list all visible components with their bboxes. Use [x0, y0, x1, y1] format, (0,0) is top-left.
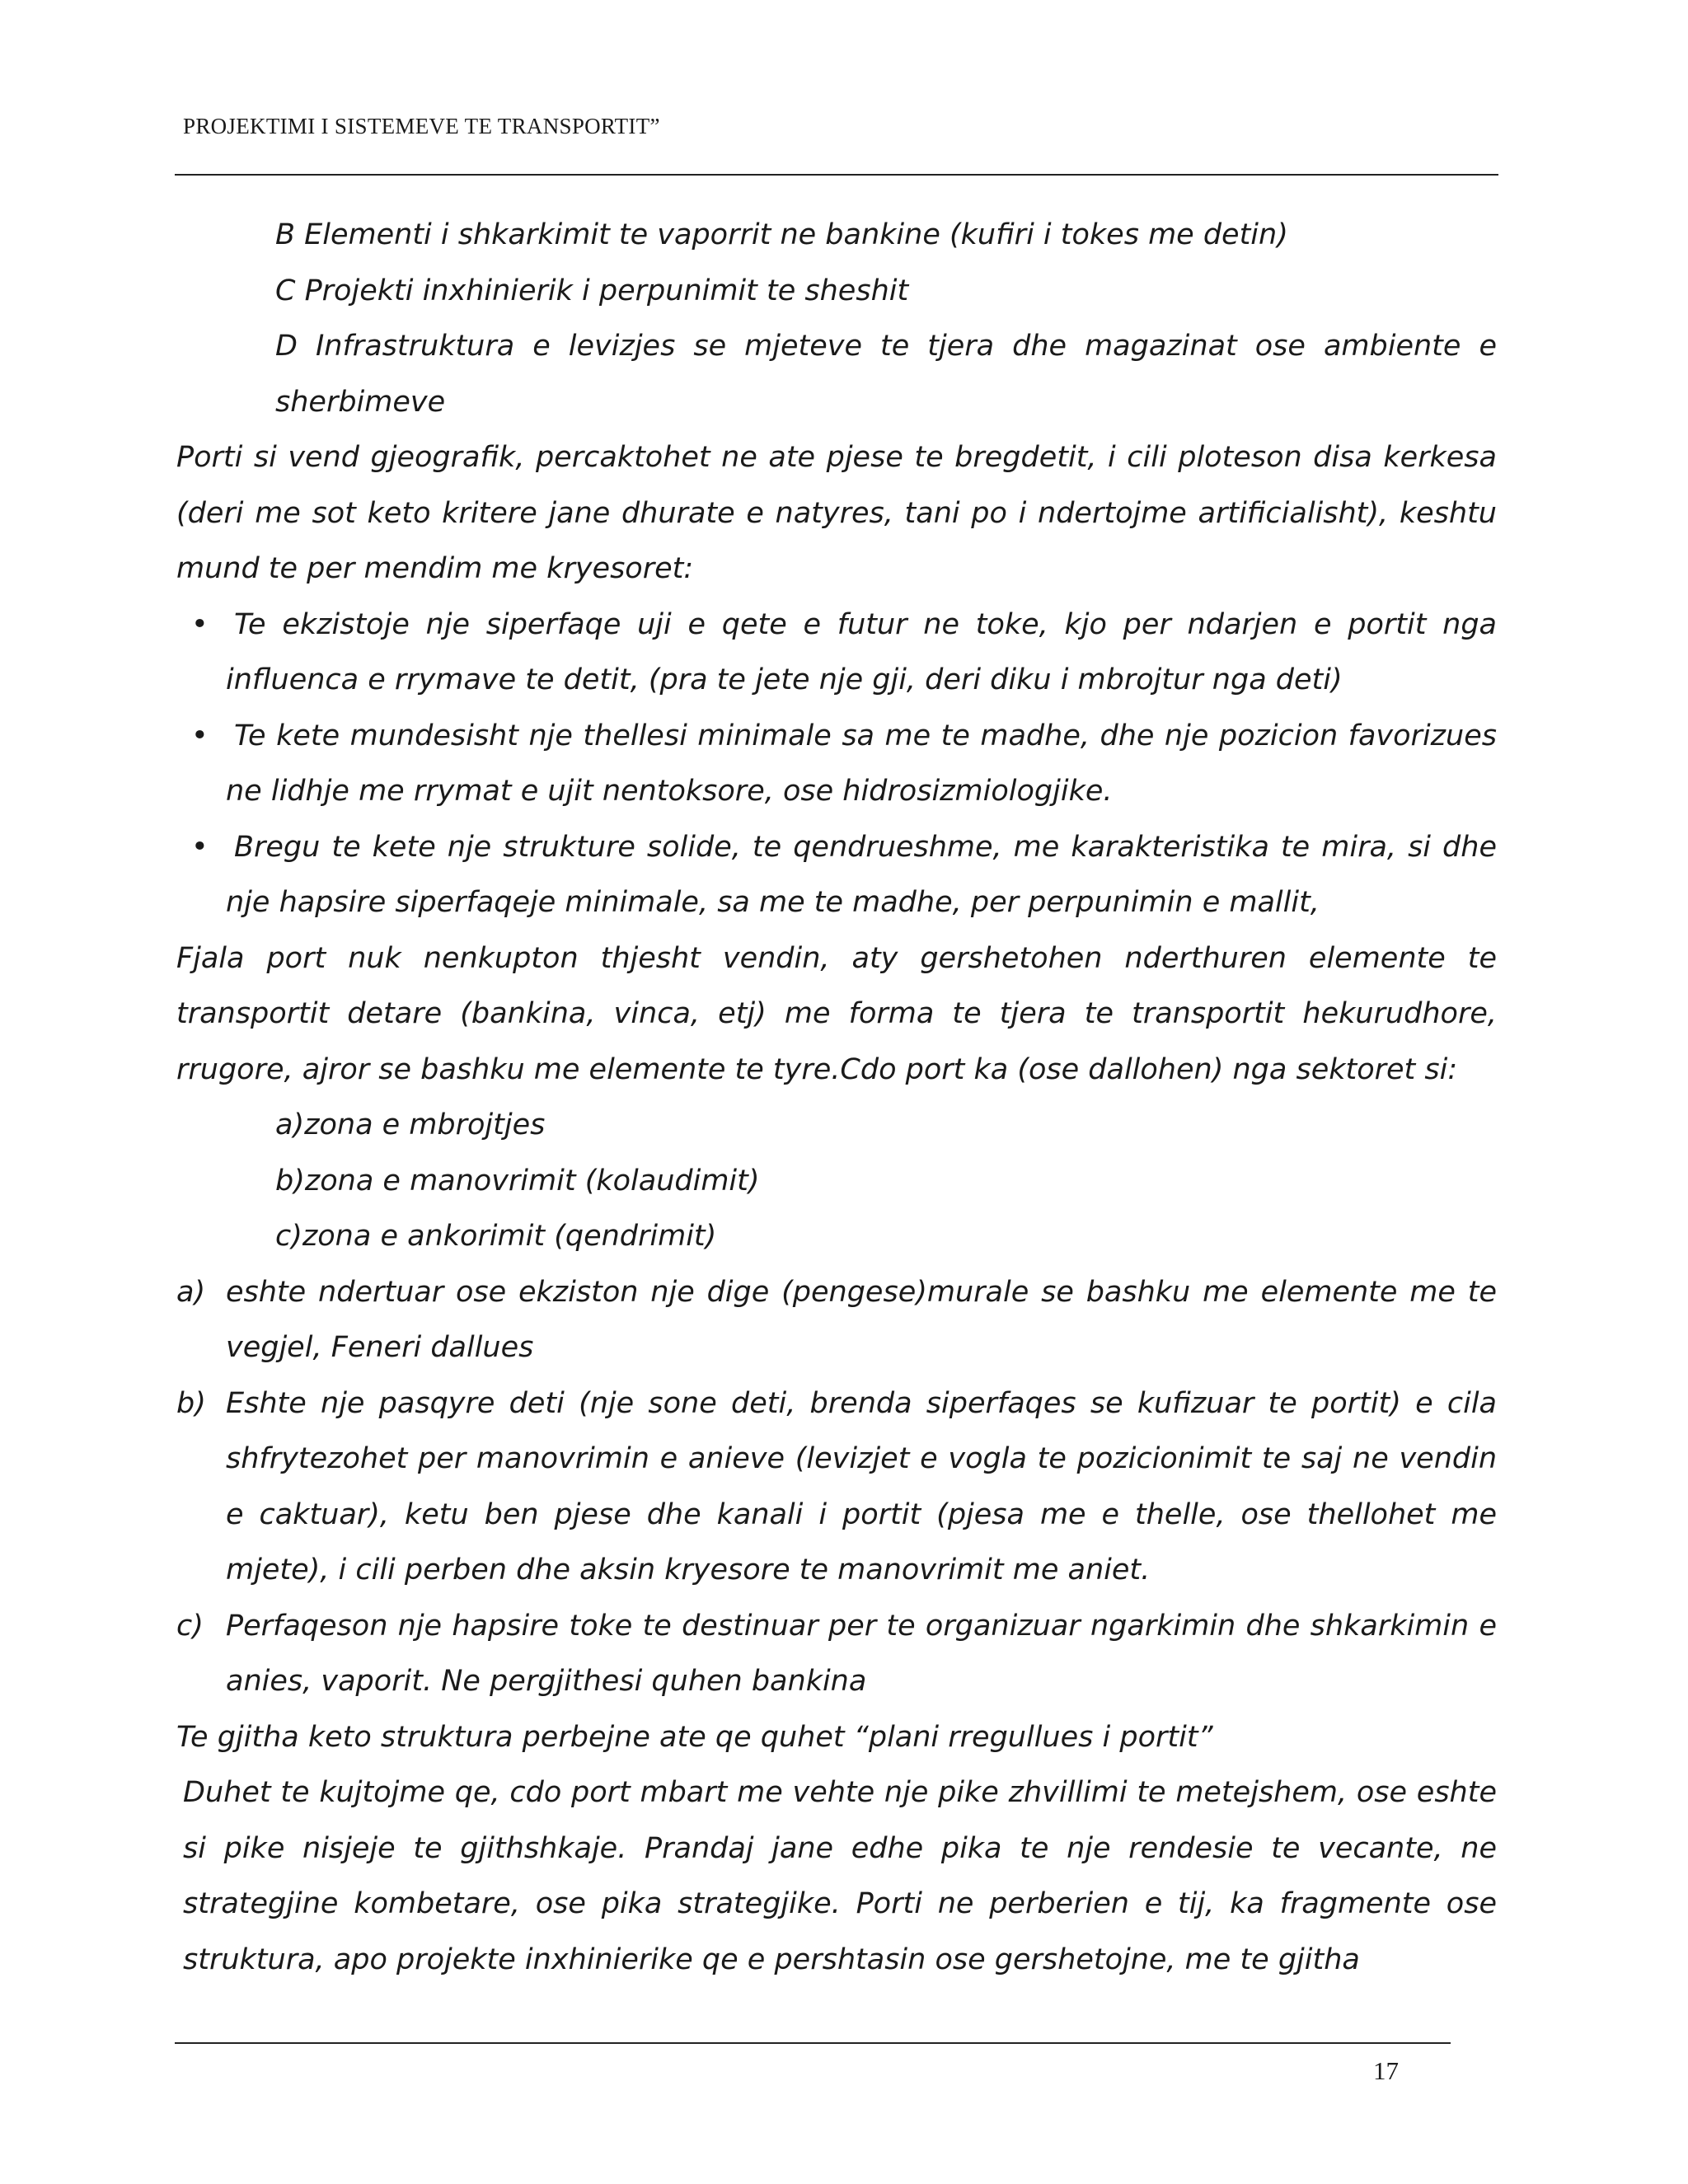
bullet-icon: •: [191, 830, 209, 864]
zone-item-c: [176, 1599, 1497, 1710]
running-header: PROJEKTIMI I SISTEMEVE TE TRANSPORTIT”: [183, 114, 660, 138]
page-number: 17: [1373, 2056, 1399, 2085]
paragraph-plani: Te gjitha keto struktura perbejne ate qe quhet “plani rregullues i portit”: [176, 1720, 1213, 1754]
zone-label-a: a)zona e mbrojtjes: [275, 1108, 546, 1141]
bullet-icon: •: [191, 719, 209, 752]
zone-item-text: Perfaqeson nje hapsire toke te destinuar per te organizuar ngarkimin dhe shkarkimin e anies, vaporit. Ne pergjithesi quhen bankina: [226, 1609, 1497, 1698]
zone-item-marker: c): [176, 1609, 204, 1643]
zone-item-marker: a): [176, 1275, 206, 1309]
bullet-text: Te ekzistoje nje siperfaqe uji e qete e futur ne toke, kjo per ndarjen e portit nga influenca e rrymave te detit, (pra te jete nje gji, deri diku i mbrojtur nga deti): [226, 607, 1497, 696]
zone-item-a: [176, 1265, 1497, 1376]
paragraph-duhet: Duhet te kujtojme qe, cdo port mbart me vehte nje pike zhvillimi te metejshem, ose eshte si pike nisjeje te gjithshkaje. Prandaj jane edhe pika te nje rendesie te vecante, ne strategjine kombetare, ose pika strategjike. Porti ne perberien e tij, ka fragmente ose struktura, apo projekte inxhinierike qe e pershtasin ose gershetojne, me te gjitha: [183, 1776, 1497, 1976]
bullet-icon: •: [191, 607, 209, 641]
list-item-d: D Infrastruktura e levizjes se mjeteve te tjera dhe magazinat ose ambiente e sherbimeve: [275, 330, 1497, 419]
zone-item-text: eshte ndertuar ose ekziston nje dige (pengese)murale se bashku me elemente me te vegjel, Feneri dallues: [226, 1275, 1497, 1364]
bullet-text: Te kete mundesisht nje thellesi minimale sa me te madhe, dhe nje pozicion favorizues ne lidhje me rrymat e ujit nentoksore, ose hidrosizmiologjike.: [226, 719, 1497, 808]
zone-item-text: Eshte nje pasqyre deti (nje sone deti, brenda siperfaqes se kufizuar te portit) e cila shfrytezohet per manovrimin e anieve (levizjet e vogla te pozicionimit te saj ne vendin e caktuar), ketu ben pjese dhe kanali i portit (pjesa me e thelle, ose thellohet me mjete), i cili perben dhe aksin kryesore te manovrimit me aniet.: [226, 1386, 1497, 1586]
bullet-item: [176, 598, 1497, 709]
document-body: [176, 208, 1497, 1988]
paragraph-fjala: Fjala port nuk nenkupton thjesht vendin, aty gershetohen nderthuren elemente te transportit detare (bankina, vinca, etj) me forma te tjera te transportit hekurudhore, rrugore, ajror se bashku me elemente te tyre.Cdo port ka (ose dallohen) nga sektoret si:: [176, 941, 1497, 1086]
zone-item-b: [176, 1376, 1497, 1599]
bullet-text: Bregu te kete nje strukture solide, te qendrueshme, me karakteristika te mira, si dhe nje hapsire siperfaqeje minimale, sa me te madhe, per perpunimin e mallit,: [226, 830, 1497, 919]
footer-rule: [175, 2042, 1451, 2044]
bullet-item: [176, 709, 1497, 820]
bullet-item: [176, 820, 1497, 931]
paragraph-porti: Porti si vend gjeografik, percaktohet ne ate pjese te bregdetit, i cili ploteson disa kerkesa (deri me sot keto kritere jane dhurate e natyres, tani po i ndertojme artificialisht), keshtu mund te per mendim me kryesoret:: [176, 441, 1497, 585]
zone-item-marker: b): [176, 1386, 206, 1420]
zone-label-c: c)zona e ankorimit (qendrimit): [275, 1220, 717, 1253]
list-item-c: C Projekti inxhinierik i perpunimit te sheshit: [275, 274, 909, 307]
list-item-b: B Elementi i shkarkimit te vaporrit ne bankine (kufiri i tokes me detin): [275, 218, 1288, 251]
zone-label-b: b)zona e manovrimit (kolaudimit): [275, 1164, 760, 1197]
header-rule: [175, 174, 1498, 176]
